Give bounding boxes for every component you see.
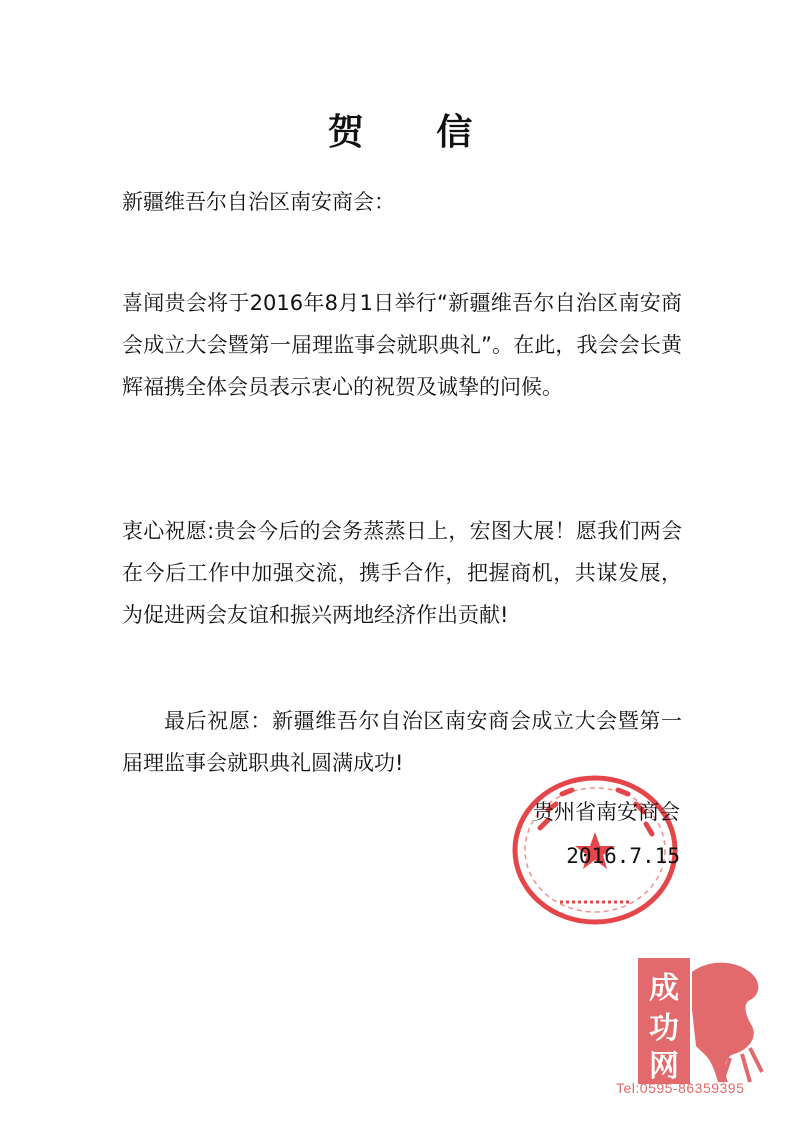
watermark-char-1: 成 xyxy=(649,971,679,1006)
watermark-telephone: Tel:0595-86359395 xyxy=(616,1080,745,1096)
signature-date: 2016.7.15 xyxy=(566,844,680,868)
horse-logo-icon xyxy=(630,950,770,1090)
letter-paragraph-closing: 最后祝愿：新疆维吾尔自治区南安商会成立大会暨第一届理监事会就职典礼圆满成功! xyxy=(122,709,682,775)
watermark-char-2: 功 xyxy=(649,1011,679,1046)
letter-title: 贺 信 xyxy=(327,112,503,153)
letter-paragraph-congratulation: 喜闻贵会将于2016年8月1日举行“新疆维吾尔自治区南安商会成立大会暨第一届理监事会就职典礼”。在此，我会会长黄辉福携全体会员表示衷心的祝贺及诚挚的问候。 xyxy=(122,291,682,399)
watermark-char-3: 网 xyxy=(649,1049,679,1084)
letter-paragraph-wishes: 衷心祝愿:贵会今后的会务蒸蒸日上，宏图大展！愿我们两会在今后工作中加强交流，携手合作，把握商机，共谋发展，为促进两会友谊和振兴两地经济作出贡献! xyxy=(122,519,682,627)
signature-organization: 贵州省南安商会 xyxy=(533,800,680,824)
letter-addressee: 新疆维吾尔自治区南安商会： xyxy=(122,190,395,214)
